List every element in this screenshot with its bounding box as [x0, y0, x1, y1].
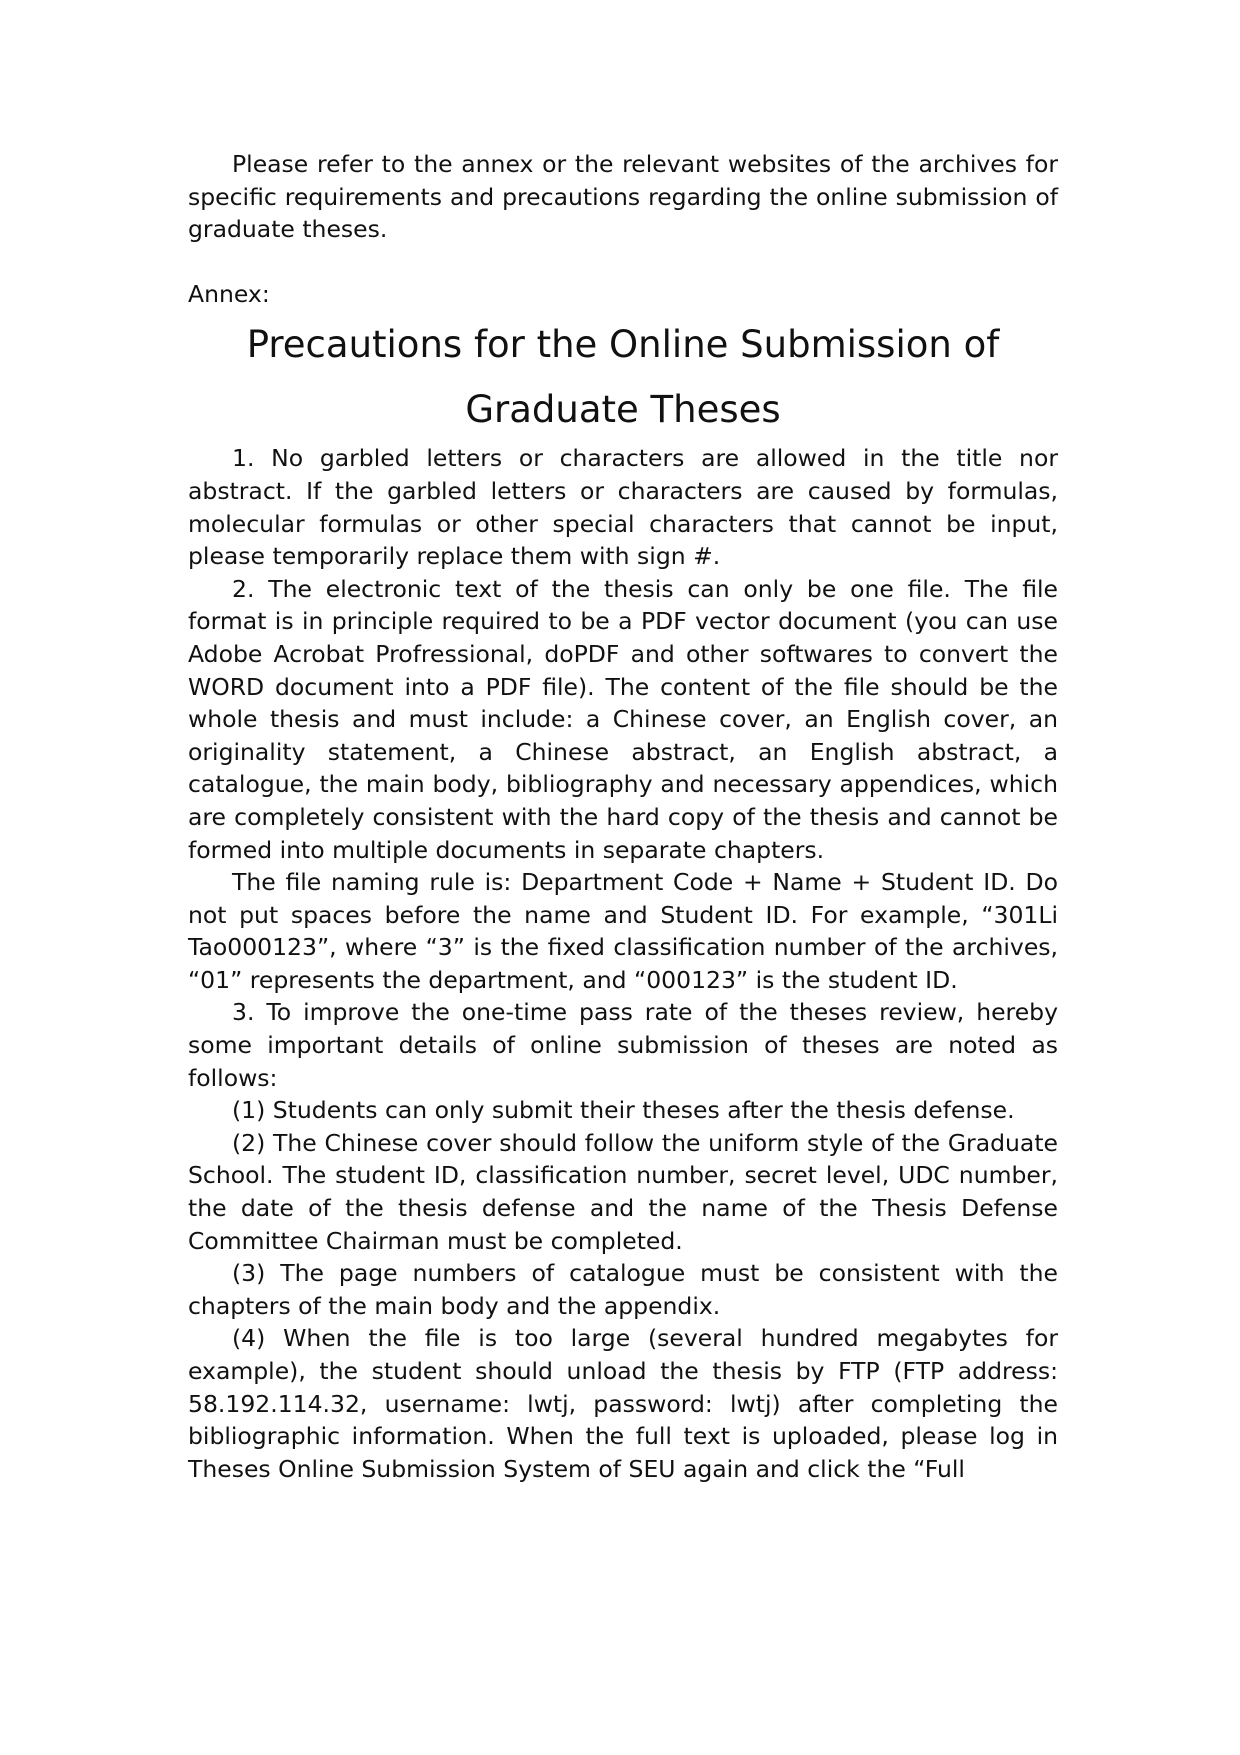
detail-2: (2) The Chinese cover should follow the uniform style of the Graduate School. The student ID, classification number, secret level, UDC number, the date of the thesis defense and the name of the Thesis Defense Committee Chairman must be completed.	[188, 1128, 1058, 1255]
detail-1: (1) Students can only submit their theses after the thesis defense.	[232, 1096, 1015, 1125]
precaution-3: 3. To improve the one-time pass rate of the theses review, hereby some important details of online submission of theses are noted as follows:	[188, 998, 1058, 1092]
document-page	[188, 148, 1058, 1485]
precaution-1: 1. No garbled letters or characters are allowed in the title nor abstract. If the garbled letters or characters are caused by formulas, molecular formulas or other special characters that cannot be input, please temporarily replace them with sign #.	[188, 444, 1058, 571]
intro-paragraph: Please refer to the annex or the relevant websites of the archives for specific requirements and precautions regarding the online submission of graduate theses.	[188, 150, 1058, 244]
file-naming-rule: The file naming rule is: Department Code + Name + Student ID. Do not put spaces before the name and Student ID. For example, “301Li Tao000123”, where “3” is the fixed classification number of the archives, “01” represents the department, and “000123” is the student ID.	[188, 868, 1058, 994]
precaution-2: 2. The electronic text of the thesis can only be one file. The file format is in principle required to be a PDF vector document (you can use Adobe Acrobat Profressional, doPDF and other softwares to convert the WORD document into a PDF file). The content of the file should be the whole thesis and must include: a Chinese cover, an English cover, an originality statement, a Chinese abstract, an English abstract, a catalogue, the main body, bibliography and necessary appendices, which are completely consistent with the hard copy of the thesis and cannot be formed into multiple documents in separate chapters.	[188, 574, 1058, 864]
document-title	[188, 312, 1058, 442]
title-line-1: Precautions for the Online Submission of	[246, 323, 1000, 367]
annex-label: Annex:	[188, 279, 270, 308]
detail-4: (4) When the file is too large (several hundred megabytes for example), the student should unload the thesis by FTP (FTP address: 58.192.114.32, username: lwtj, password: lwtj) after completing the bibliographic information. When the full text is uploaded, please log in Theses Online Submission System of SEU again and click the “Full	[188, 1324, 1058, 1483]
title-line-2: Graduate Theses	[465, 388, 781, 432]
detail-3: (3) The page numbers of catalogue must be consistent with the chapters of the main body and the appendix.	[188, 1259, 1058, 1320]
